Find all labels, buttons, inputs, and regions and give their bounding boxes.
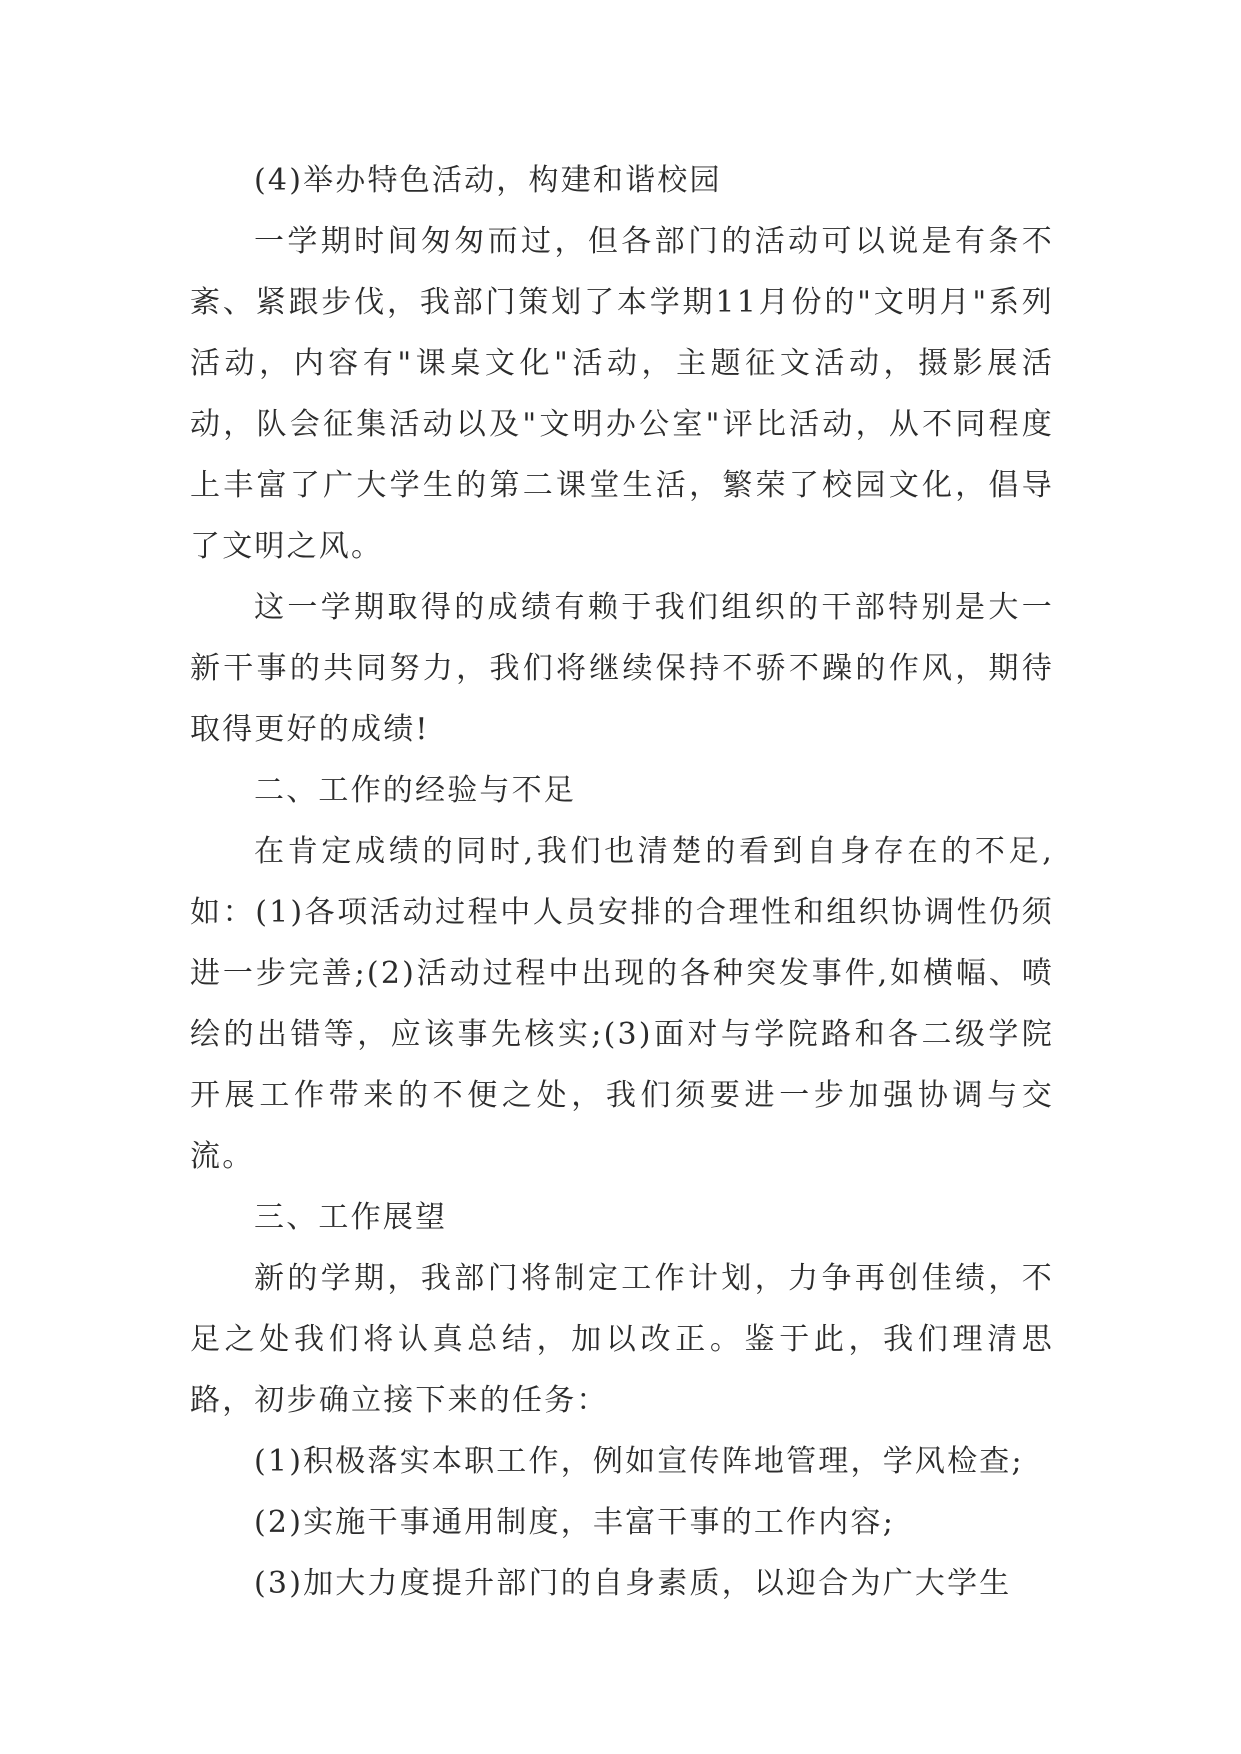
section-item-4-heading: (4)举办特色活动，构建和谐校园 bbox=[254, 163, 722, 198]
activity-summary-paragraph: 一学期时间匆匆而过，但各部门的活动可以说是有条不紊、紧跟步伐，我部门策划了本学期11月份的"文明月"系列活动，内容有"课桌文化"活动，主题征文活动，摄影展活动，队会征集活动以及"文明办公室"评比活动，从不同程度上丰富了广大学生的第二课堂生活，繁荣了校园文化，倡导了文明之风。 bbox=[190, 224, 1054, 564]
task-item-2: (2)实施干事通用制度，丰富干事的工作内容; bbox=[254, 1505, 896, 1540]
shortcomings-paragraph: 在肯定成绩的同时,我们也清楚的看到自身存在的不足,如：(1)各项活动过程中人员安排的合理性和组织协调性仍须进一步完善;(2)活动过程中出现的各种突发事件,如横幅、喷绘的出错等，应该事先核实;(3)面对与学院路和各二级学院开展工作带来的不便之处，我们须要进一步加强协调与交流。 bbox=[190, 834, 1054, 1174]
task-item-3: (3)加大力度提升部门的自身素质，以迎合为广大学生 bbox=[254, 1566, 1012, 1601]
document-body bbox=[190, 150, 1054, 1614]
task-item-1: (1)积极落实本职工作，例如宣传阵地管理，学风检查; bbox=[254, 1444, 1024, 1479]
outlook-paragraph: 新的学期，我部门将制定工作计划，力争再创佳绩，不足之处我们将认真总结，加以改正。鉴于此，我们理清思路，初步确立接下来的任务： bbox=[190, 1261, 1054, 1418]
section-three-heading: 三、工作展望 bbox=[254, 1200, 448, 1235]
achievement-paragraph: 这一学期取得的成绩有赖于我们组织的干部特别是大一新干事的共同努力，我们将继续保持不骄不躁的作风，期待取得更好的成绩! bbox=[190, 590, 1054, 747]
section-two-heading: 二、工作的经验与不足 bbox=[254, 773, 576, 808]
